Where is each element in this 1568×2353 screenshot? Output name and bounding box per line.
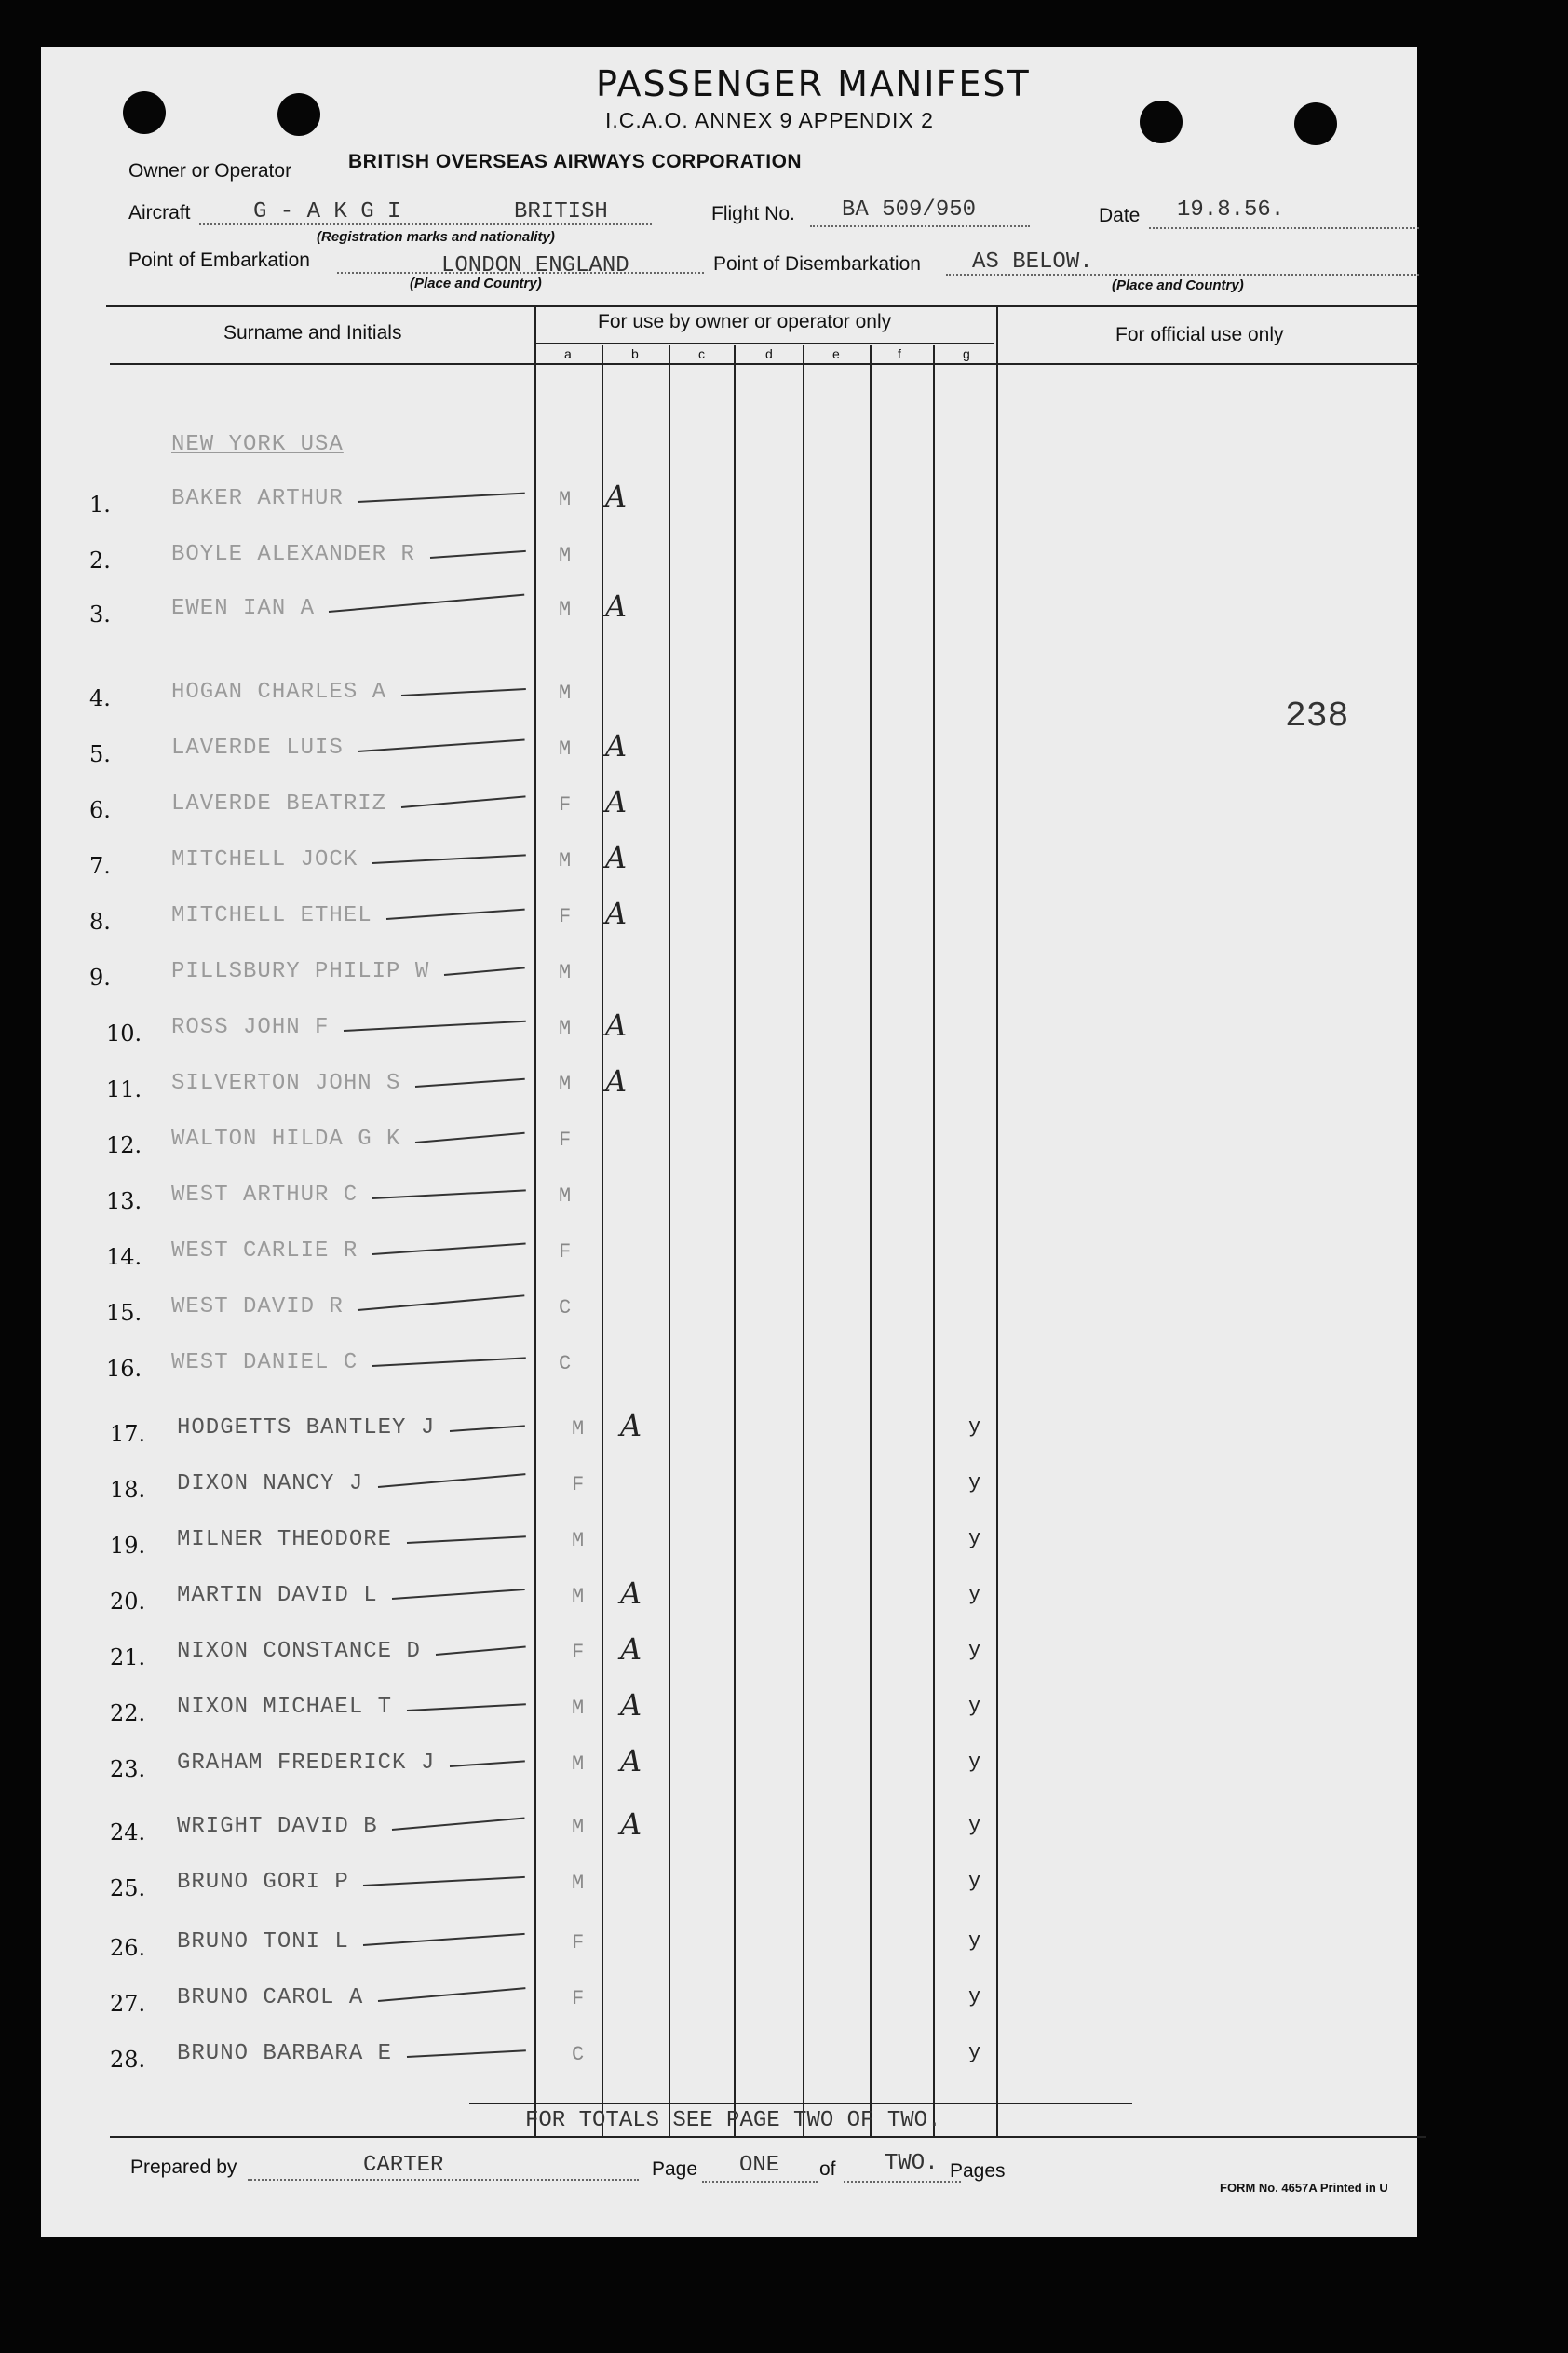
- tick-stroke: [406, 1703, 524, 1711]
- column-d-label: d: [765, 346, 773, 361]
- row-number: 18.: [110, 1477, 146, 1503]
- passenger-name: BRUNO TONI L: [177, 1929, 349, 1954]
- passenger-sex: F: [559, 1129, 572, 1152]
- column-g-mark: y: [968, 1471, 981, 1494]
- column-g-mark: y: [968, 1527, 981, 1550]
- passenger-name: EWEN IAN A: [171, 596, 316, 621]
- passenger-name: HOGAN CHARLES A: [171, 680, 387, 705]
- column-b-mark: A: [605, 728, 628, 764]
- row-number: 2.: [89, 548, 111, 574]
- embarkation-note: (Place and Country): [410, 276, 542, 291]
- row-number: 28.: [110, 2047, 146, 2073]
- disembarkation-value: AS BELOW.: [972, 250, 1093, 275]
- passenger-name: GRAHAM FREDERICK J: [177, 1751, 436, 1776]
- row-number: 24.: [110, 1819, 146, 1846]
- passenger-name: WEST CARLIE R: [171, 1238, 358, 1264]
- tick-stroke: [358, 493, 525, 503]
- column-b-label: b: [631, 346, 639, 361]
- prepared-value: CARTER: [363, 2153, 444, 2178]
- tick-stroke: [415, 1132, 525, 1143]
- column-b-mark: A: [605, 896, 628, 931]
- passenger-sex: C: [572, 2043, 585, 2066]
- passenger-name: BRUNO BARBARA E: [177, 2041, 393, 2066]
- passenger-sex: F: [572, 1987, 585, 2010]
- passenger-name: MARTIN DAVID L: [177, 1583, 378, 1608]
- passenger-name: MITCHELL JOCK: [171, 847, 358, 872]
- column-g-mark: y: [968, 1751, 981, 1774]
- disembarkation-note: (Place and Country): [1112, 277, 1244, 293]
- tick-stroke: [450, 1425, 525, 1432]
- passenger-name: PILLSBURY PHILIP W: [171, 959, 430, 984]
- tick-stroke: [450, 1760, 525, 1767]
- tick-stroke: [363, 1876, 525, 1886]
- column-b-mark: A: [605, 1007, 628, 1043]
- date-label: Date: [1099, 205, 1141, 226]
- row-number: 3.: [89, 602, 111, 628]
- row-number: 23.: [110, 1756, 146, 1782]
- passenger-sex: M: [559, 544, 572, 567]
- punch-hole: [1294, 102, 1337, 145]
- passenger-sex: M: [559, 961, 572, 984]
- passenger-sex: F: [559, 793, 572, 817]
- manifest-sheet: [41, 47, 1417, 2237]
- page-value: ONE: [739, 2153, 780, 2178]
- passenger-name: SILVERTON JOHN S: [171, 1071, 401, 1096]
- tick-stroke: [372, 1189, 524, 1199]
- row-number: 27.: [110, 1991, 146, 2017]
- passenger-name: WEST ARTHUR C: [171, 1183, 358, 1208]
- passenger-sex: F: [559, 905, 572, 928]
- passenger-name: BOYLE ALEXANDER R: [171, 542, 415, 567]
- tick-stroke: [406, 1535, 524, 1544]
- aircraft-nationality: BRITISH: [514, 199, 608, 224]
- row-number: 17.: [110, 1421, 146, 1447]
- manifest-title: PASSENGER MANIFEST: [596, 63, 1031, 104]
- row-number: 19.: [110, 1533, 146, 1559]
- passenger-sex: M: [572, 1697, 585, 1720]
- operator-header: For use by owner or operator only: [598, 311, 892, 332]
- passenger-name: MILNER THEODORE: [177, 1527, 393, 1552]
- tick-stroke: [435, 1646, 524, 1656]
- column-b-mark: A: [605, 784, 628, 819]
- row-number: 15.: [106, 1300, 142, 1326]
- column-b-mark: A: [605, 479, 628, 514]
- passenger-sex: M: [559, 598, 572, 621]
- column-b-mark: A: [620, 1631, 642, 1667]
- column-g-mark: y: [968, 1695, 981, 1718]
- table-top-rule: [106, 305, 1417, 307]
- flight-date: 19.8.56.: [1177, 197, 1285, 223]
- passenger-sex: C: [559, 1352, 572, 1375]
- column-g-mark: y: [968, 1985, 981, 2008]
- passenger-sex: M: [572, 1585, 585, 1608]
- column-e-label: e: [832, 346, 840, 361]
- column-b-mark: A: [620, 1408, 642, 1443]
- tick-stroke: [372, 854, 524, 864]
- owner-label: Owner or Operator: [128, 160, 292, 182]
- passenger-sex: M: [559, 1184, 572, 1208]
- page-label: Page: [652, 2158, 698, 2180]
- tick-stroke: [377, 1473, 524, 1488]
- column-g-label: g: [963, 346, 970, 361]
- passenger-name: ROSS JOHN F: [171, 1015, 330, 1040]
- column-g-mark: y: [968, 1929, 981, 1953]
- flight-number: BA 509/950: [842, 197, 977, 223]
- totals-note: FOR TOTALS SEE PAGE TWO OF TWO.: [525, 2108, 941, 2133]
- pages-label: Pages: [950, 2160, 1006, 2182]
- column-a-label: a: [564, 346, 572, 361]
- passenger-sex: M: [572, 1816, 585, 1839]
- column-g-mark: y: [968, 1814, 981, 1837]
- column-f-label: f: [898, 346, 901, 361]
- destination-heading: NEW YORK USA: [171, 432, 344, 457]
- passenger-sex: M: [559, 737, 572, 761]
- embarkation-label: Point of Embarkation: [128, 250, 310, 271]
- tick-stroke: [386, 909, 525, 920]
- passenger-sex: M: [559, 1017, 572, 1040]
- tick-stroke: [400, 795, 524, 808]
- passenger-name: WALTON HILDA G K: [171, 1127, 401, 1152]
- row-number: 8.: [89, 909, 111, 935]
- passenger-name: NIXON CONSTANCE D: [177, 1639, 421, 1664]
- row-number: 1.: [89, 492, 111, 518]
- row-number: 25.: [110, 1875, 146, 1901]
- passenger-name: LAVERDE BEATRIZ: [171, 791, 387, 817]
- tick-stroke: [392, 1818, 525, 1831]
- column-g-mark: y: [968, 1639, 981, 1662]
- punch-hole: [123, 91, 166, 134]
- column-b-mark: A: [620, 1687, 642, 1723]
- passenger-name: WEST DANIEL C: [171, 1350, 358, 1375]
- tick-stroke: [444, 967, 525, 976]
- passenger-name: NIXON MICHAEL T: [177, 1695, 393, 1720]
- passenger-sex: M: [572, 1872, 585, 1895]
- column-g-mark: y: [968, 1415, 981, 1439]
- column-b-mark: A: [605, 588, 628, 624]
- passenger-sex: F: [559, 1240, 572, 1264]
- tick-stroke: [377, 1987, 524, 2002]
- row-number: 5.: [89, 741, 111, 767]
- table-bottom-rule: [110, 2136, 1426, 2138]
- row-number: 22.: [110, 1700, 146, 1726]
- passenger-name: WEST DAVID R: [171, 1294, 344, 1319]
- punch-hole: [277, 93, 320, 136]
- passenger-sex: M: [559, 488, 572, 511]
- manifest-subtitle: I.C.A.O. ANNEX 9 APPENDIX 2: [605, 108, 934, 132]
- passenger-name: BRUNO GORI P: [177, 1870, 349, 1895]
- column-b-mark: A: [620, 1575, 642, 1611]
- passenger-name: BRUNO CAROL A: [177, 1985, 364, 2010]
- row-number: 14.: [106, 1244, 142, 1270]
- passenger-sex: M: [572, 1752, 585, 1776]
- tick-stroke: [363, 1933, 525, 1946]
- column-b-mark: A: [605, 1063, 628, 1099]
- row-number: 10.: [106, 1021, 142, 1047]
- row-number: 21.: [110, 1644, 146, 1670]
- tick-stroke: [358, 738, 525, 752]
- row-number: 12.: [106, 1132, 142, 1158]
- row-number: 11.: [106, 1076, 142, 1102]
- row-number: 13.: [106, 1188, 142, 1214]
- row-number: 20.: [110, 1589, 146, 1615]
- column-g-mark: y: [968, 1870, 981, 1893]
- row-number: 26.: [110, 1935, 146, 1961]
- tick-stroke: [372, 1357, 524, 1367]
- passenger-sex: F: [572, 1473, 585, 1496]
- tick-stroke: [406, 2049, 524, 2058]
- row-number: 4.: [89, 685, 111, 711]
- row-number: 9.: [89, 965, 111, 991]
- column-g-mark: y: [968, 1583, 981, 1606]
- passenger-sex: C: [559, 1296, 572, 1319]
- official-header: For official use only: [1115, 324, 1284, 345]
- tick-stroke: [358, 1294, 524, 1311]
- passenger-sex: M: [572, 1529, 585, 1552]
- punch-hole: [1140, 101, 1183, 143]
- official-note: 238: [1285, 696, 1349, 737]
- owner-value: BRITISH OVERSEAS AIRWAYS CORPORATION: [348, 151, 803, 172]
- row-number: 16.: [106, 1356, 142, 1382]
- tick-stroke: [415, 1078, 525, 1088]
- of-label: of: [819, 2158, 836, 2180]
- row-number: 6.: [89, 797, 111, 823]
- passenger-sex: M: [559, 1073, 572, 1096]
- tick-stroke: [429, 550, 524, 559]
- column-c-label: c: [698, 346, 705, 361]
- pages-value: TWO.: [885, 2151, 939, 2176]
- column-b-mark: A: [620, 1806, 642, 1842]
- column-g-mark: y: [968, 2041, 981, 2064]
- embarkation-value: LONDON ENGLAND: [441, 253, 629, 278]
- tick-stroke: [392, 1589, 525, 1600]
- table-header-rule: [110, 363, 1419, 365]
- passenger-sex: M: [559, 849, 572, 872]
- row-number: 7.: [89, 853, 111, 879]
- passenger-name: WRIGHT DAVID B: [177, 1814, 378, 1839]
- passenger-sex: F: [572, 1641, 585, 1664]
- form-number: FORM No. 4657A Printed in U: [1220, 2181, 1388, 2195]
- aircraft-registration: G - A K G I: [253, 199, 401, 224]
- column-b-mark: A: [605, 840, 628, 875]
- flight-label: Flight No.: [711, 203, 795, 224]
- passenger-sex: F: [572, 1931, 585, 1954]
- tick-stroke: [329, 594, 524, 613]
- surname-header: Surname and Initials: [223, 322, 402, 344]
- passenger-name: BAKER ARTHUR: [171, 486, 344, 511]
- passenger-name: HODGETTS BANTLEY J: [177, 1415, 436, 1440]
- passenger-name: LAVERDE LUIS: [171, 736, 344, 761]
- tick-stroke: [343, 1021, 524, 1032]
- passenger-sex: M: [559, 682, 572, 705]
- passenger-name: MITCHELL ETHEL: [171, 903, 372, 928]
- passenger-sex: M: [572, 1417, 585, 1440]
- tick-stroke: [372, 1243, 524, 1255]
- disembarkation-label: Point of Disembarkation: [713, 253, 921, 275]
- aircraft-label: Aircraft: [128, 202, 191, 223]
- tick-stroke: [400, 688, 524, 696]
- passenger-name: DIXON NANCY J: [177, 1471, 364, 1496]
- prepared-label: Prepared by: [130, 2157, 237, 2178]
- column-b-mark: A: [620, 1743, 642, 1778]
- registration-note: (Registration marks and nationality): [317, 229, 555, 245]
